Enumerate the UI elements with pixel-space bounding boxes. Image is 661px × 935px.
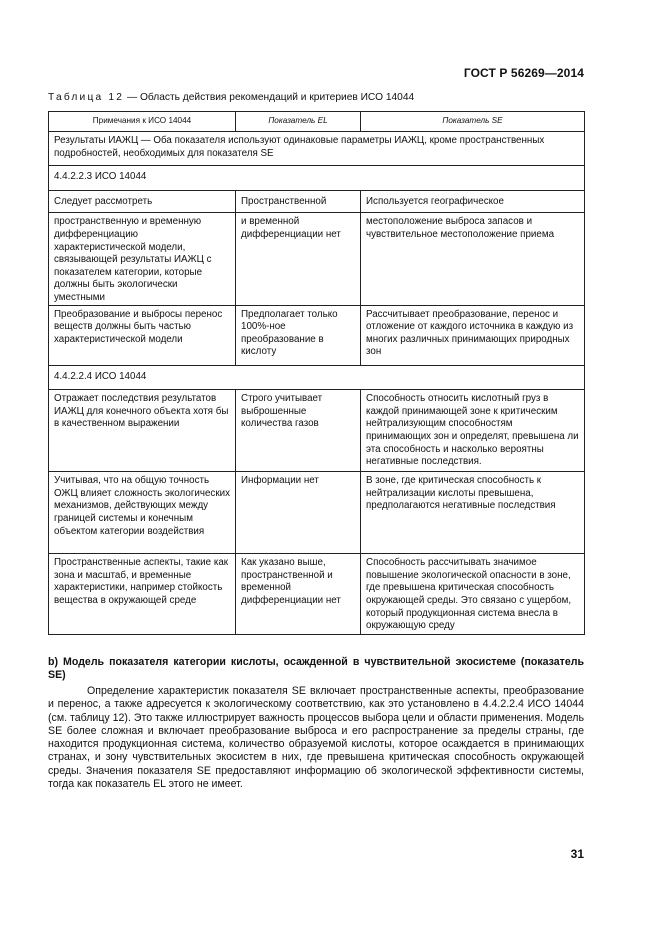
section-b-paragraph: Определение характеристик показателя SE включает пространственные аспекты, преобразование и перенос, а также адресуется к экологическому соответствию, как это установлено в 4.4.2.2.4 ИСО 14044 (см. таблицу 12). Это также иллюстрирует важность процессов выбора цели и области применения. Модель SE более сложная и включает преобразование выброса и его распространение за пределы страны, где находится продукционная система, количество образуемой кислоты, которое осаждается в принимающих странах, и зону чувствительных экосистем в них, где превышена критическая способность окружающей среды. Значения показателя SE предоставляют информацию об экологической эффективности системы, тогда как показатель EL этого не имеет. — [48, 685, 584, 791]
table-cell: пространственную и временную дифференциацию характеристической модели, связывающей результаты ИАЖЦ с показателем категории, которые должны быть экологически уместными — [49, 213, 236, 305]
table-intro-cell: Результаты ИАЖЦ — Оба показателя используют одинаковые параметры ИАЖЦ, кроме пространственных подробностей, необходимых для показателя SE — [49, 132, 585, 166]
table-cell: Рассчитывает преобразование, перенос и отложение от каждого источника в каждую из многих различных принимающих природных зон — [361, 305, 585, 365]
table-cell: Следует рассмотреть — [49, 190, 236, 213]
table-row — [49, 190, 585, 213]
table-row — [49, 213, 585, 305]
table-row — [49, 305, 585, 365]
table-header-row — [49, 112, 585, 132]
table-cell: Преобразование и выбросы перенос веществ должны быть частью характеристической модели — [49, 305, 236, 365]
table-section-row — [49, 365, 585, 390]
table-cell: Строго учитывает выброшенные количества газов — [236, 390, 361, 472]
column-header-notes: Примечания к ИСО 14044 — [49, 112, 236, 132]
table-caption-text: — Область действия рекомендаций и критериев ИСО 14044 — [124, 92, 415, 103]
table-row — [49, 554, 585, 635]
table-cell: Используется географическое — [361, 190, 585, 213]
table-cell: и временной дифференциации нет — [236, 213, 361, 305]
standard-code: ГОСТ Р 56269—2014 — [463, 66, 584, 80]
table-cell: Отражает последствия результатов ИАЖЦ для конечного объекта хотя бы в качественном выражении — [49, 390, 236, 472]
table-cell: Как указано выше, пространственной и временной дифференциации нет — [236, 554, 361, 635]
column-header-se: Показатель SE — [361, 112, 585, 132]
table-caption-label: Таблица 12 — [48, 92, 125, 103]
column-header-el: Показатель EL — [236, 112, 361, 132]
table-cell: Способность относить кислотный груз в каждой принимающей зоне к критическим нейтрализующим способностям принимающих зон и определят, превышена ли эта способность и насколько вероятны негативные последствия. — [361, 390, 585, 472]
table-row — [49, 390, 585, 472]
table-caption — [48, 92, 414, 103]
table-cell: Учитывая, что на общую точность ОЖЦ влияет сложность экологических механизмов, действующих между границей системы и конечным объектом категории воздействия — [49, 472, 236, 554]
table-cell: Пространственной — [236, 190, 361, 213]
table-row — [49, 472, 585, 554]
criteria-table — [48, 111, 585, 635]
table-cell: В зоне, где критическая способность к нейтрализации кислоты превышена, предполагаются негативные последствия — [361, 472, 585, 554]
section-label-4-4-2-2-3: 4.4.2.2.3 ИСО 14044 — [49, 166, 585, 191]
table-intro-row — [49, 132, 585, 166]
section-b-heading: b) Модель показателя категории кислоты, осажденной в чувствительной экосистеме (показатель SE) — [48, 656, 584, 682]
table-section-row — [49, 166, 585, 191]
table-cell: Способность рассчитывать значимое повышение экологической опасности в зоне, где превышена критическая способность окружающей среды. Это связано с ущербом, который продукционная система внесла в окружающую среду — [361, 554, 585, 635]
section-label-4-4-2-2-4: 4.4.2.2.4 ИСО 14044 — [49, 365, 585, 390]
table-cell: местоположение выброса запасов и чувствительное местоположение приема — [361, 213, 585, 305]
table-cell: Предполагает только 100%-ное преобразование в кислоту — [236, 305, 361, 365]
table-cell: Пространственные аспекты, такие как зона и масштаб, и временные характеристики, например стойкость вещества в окружающей среде — [49, 554, 236, 635]
page-number: 31 — [570, 847, 584, 861]
table-cell: Информации нет — [236, 472, 361, 554]
